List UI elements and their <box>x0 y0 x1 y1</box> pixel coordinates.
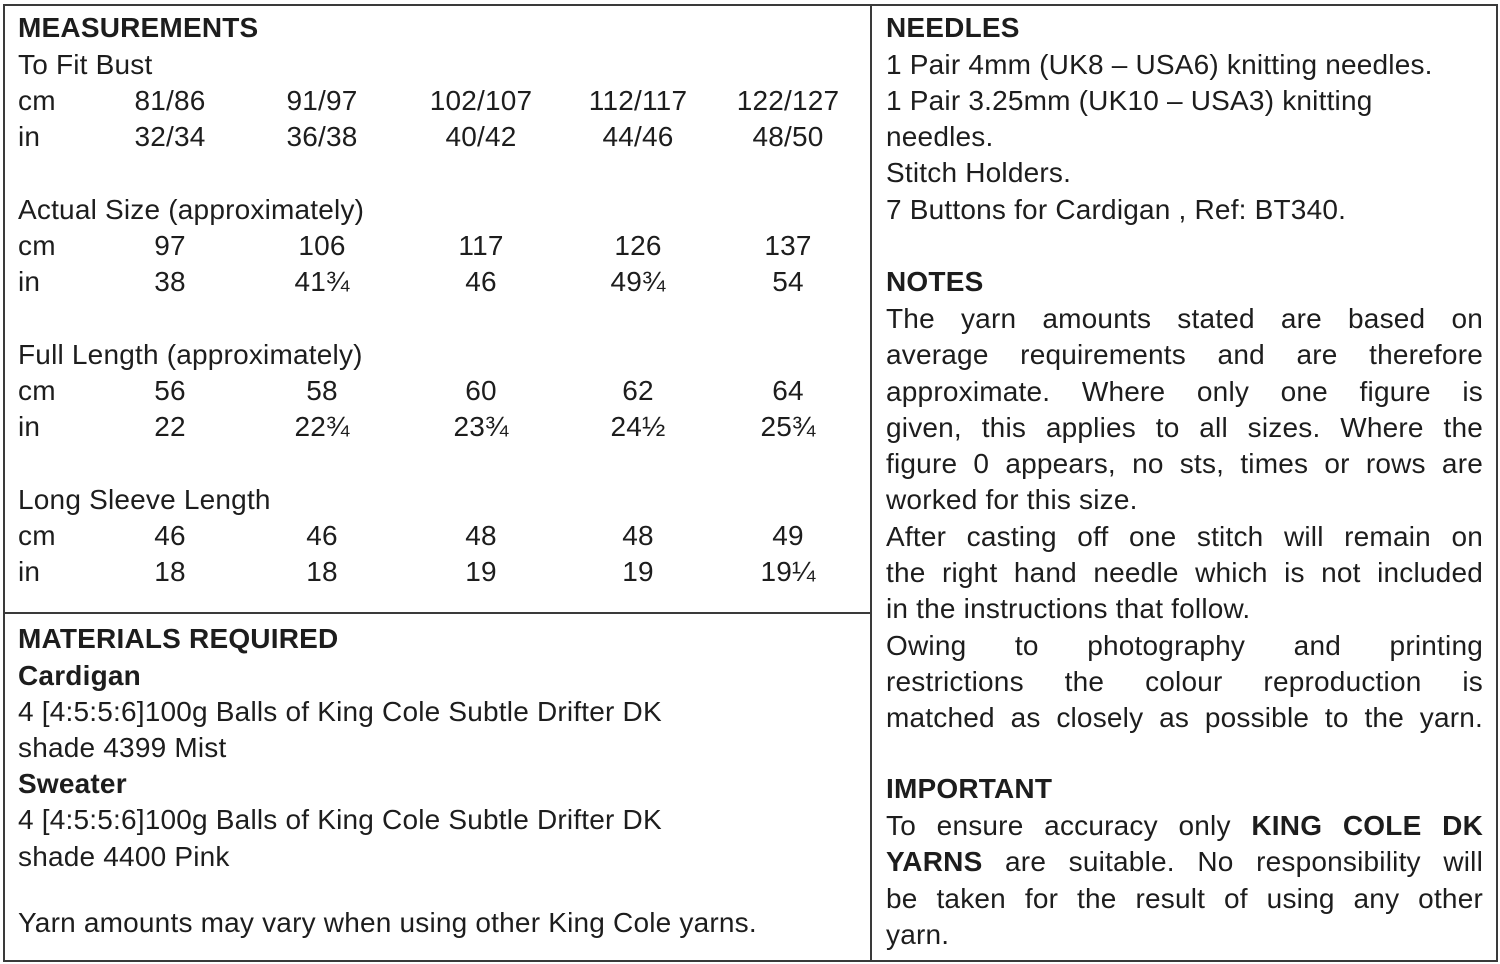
size-value: 46 <box>306 520 338 551</box>
size-value: 126 <box>614 230 662 261</box>
size-value: 62 <box>622 375 654 406</box>
size-value: 91/97 <box>286 85 358 116</box>
notes-line: given, this applies to all sizes. Where the <box>886 411 1483 443</box>
size-value: 36/38 <box>286 121 358 152</box>
size-value: 18 <box>306 556 338 587</box>
size-value: 23¾ <box>453 411 509 442</box>
notes-line: restrictions the colour reproduction is <box>886 665 1483 697</box>
important-line: yarn. <box>886 918 950 950</box>
needles-line: 1 Pair 3.25mm (UK10 – USA3) knitting <box>886 85 1373 116</box>
unit-label-cm: cm <box>18 375 56 406</box>
notes-line: Owing to photography and printing <box>886 629 1483 661</box>
size-value: 60 <box>465 375 497 406</box>
column-divider <box>870 4 872 962</box>
needles-line: 1 Pair 4mm (UK8 – USA6) knitting needles. <box>886 49 1433 80</box>
size-value: 46 <box>154 520 186 551</box>
section-title-full-length: Full Length (approximately) <box>18 339 363 370</box>
sweater-title: Sweater <box>18 768 127 799</box>
sweater-shade-line: shade 4400 Pink <box>18 841 230 872</box>
needles-line: 7 Buttons for Cardigan , Ref: BT340. <box>886 194 1347 225</box>
size-value: 64 <box>772 375 804 406</box>
section-title-sleeve-length: Long Sleeve Length <box>18 484 271 515</box>
section-title-bust: To Fit Bust <box>18 49 153 80</box>
unit-label-cm: cm <box>18 230 56 261</box>
size-value: 137 <box>764 230 812 261</box>
size-value: 41¾ <box>294 266 350 297</box>
size-value: 102/107 <box>429 85 533 116</box>
size-value: 44/46 <box>602 121 674 152</box>
size-value: 22¾ <box>294 411 350 442</box>
size-value: 48 <box>465 520 497 551</box>
important-line: be taken for the result of using any other <box>886 882 1483 914</box>
size-value: 38 <box>154 266 186 297</box>
important-paragraph <box>886 808 1483 953</box>
size-value: 19¼ <box>760 556 816 587</box>
section-divider <box>3 612 871 614</box>
size-value: 56 <box>154 375 186 406</box>
sweater-yarn-line: 4 [4:5:5:6]100g Balls of King Cole Subtle Drifter DK <box>18 804 662 835</box>
size-value: 25¾ <box>760 411 816 442</box>
unit-label-cm: cm <box>18 85 56 116</box>
size-value: 117 <box>458 230 504 261</box>
size-value: 49 <box>772 520 804 551</box>
size-value: 106 <box>298 230 346 261</box>
size-value: 32/34 <box>134 121 206 152</box>
notes-heading: NOTES <box>886 266 984 297</box>
size-value: 48/50 <box>752 121 824 152</box>
section-title-actual-size: Actual Size (approximately) <box>18 194 365 225</box>
cardigan-title: Cardigan <box>18 660 141 691</box>
brand-emphasis: YARNS <box>886 846 983 878</box>
unit-label-in: in <box>18 266 41 297</box>
notes-line: matched as closely as possible to the yarn. <box>886 702 1483 734</box>
important-line <box>886 808 1483 844</box>
unit-label-in: in <box>18 556 41 587</box>
cardigan-yarn-line: 4 [4:5:5:6]100g Balls of King Cole Subtle Drifter DK <box>18 696 662 727</box>
size-value: 19 <box>465 556 497 587</box>
size-value: 81/86 <box>134 85 206 116</box>
notes-line: worked for this size. <box>886 484 1138 516</box>
size-value: 40/42 <box>445 121 517 152</box>
size-value: 19 <box>622 556 654 587</box>
size-value: 58 <box>306 375 338 406</box>
size-value: 112/117 <box>588 85 688 116</box>
size-value: 18 <box>154 556 186 587</box>
size-value: 22 <box>154 411 186 442</box>
needles-line: needles. <box>886 121 994 152</box>
size-value: 54 <box>772 266 804 297</box>
unit-label-cm: cm <box>18 520 56 551</box>
notes-line: The yarn amounts stated are based on <box>886 303 1483 334</box>
notes-line: the right hand needle which is not included <box>886 557 1483 589</box>
notes-line: in the instructions that follow. <box>886 593 1251 625</box>
notes-line: After casting off one stitch will remain on <box>886 520 1483 552</box>
notes-line: approximate. Where only one figure is <box>886 375 1483 407</box>
needles-line: Stitch Holders. <box>886 157 1072 188</box>
size-value: 97 <box>154 230 186 261</box>
size-value: 49¾ <box>610 266 666 297</box>
yarn-variation-note: Yarn amounts may vary when using other King Cole yarns. <box>18 907 757 938</box>
size-value: 122/127 <box>736 85 840 116</box>
cardigan-shade-line: shade 4399 Mist <box>18 732 227 763</box>
materials-heading: MATERIALS REQUIRED <box>18 623 339 654</box>
size-value: 24½ <box>610 411 666 442</box>
unit-label-in: in <box>18 411 41 442</box>
important-heading: IMPORTANT <box>886 773 1053 804</box>
measurements-heading: MEASUREMENTS <box>18 12 259 43</box>
size-value: 46 <box>465 266 497 297</box>
notes-line: figure 0 appears, no sts, times or rows are <box>886 448 1483 480</box>
notes-paragraph <box>886 301 1483 737</box>
important-line <box>886 844 1483 880</box>
size-value: 48 <box>622 520 654 551</box>
important-text: are suitable. No responsibility will <box>982 846 1483 878</box>
needles-heading: NEEDLES <box>886 12 1020 43</box>
important-text: To ensure accuracy only <box>886 810 1252 841</box>
unit-label-in: in <box>18 121 41 152</box>
brand-emphasis: KING COLE DK <box>1251 810 1483 841</box>
notes-line: average requirements and are therefore <box>886 339 1483 371</box>
